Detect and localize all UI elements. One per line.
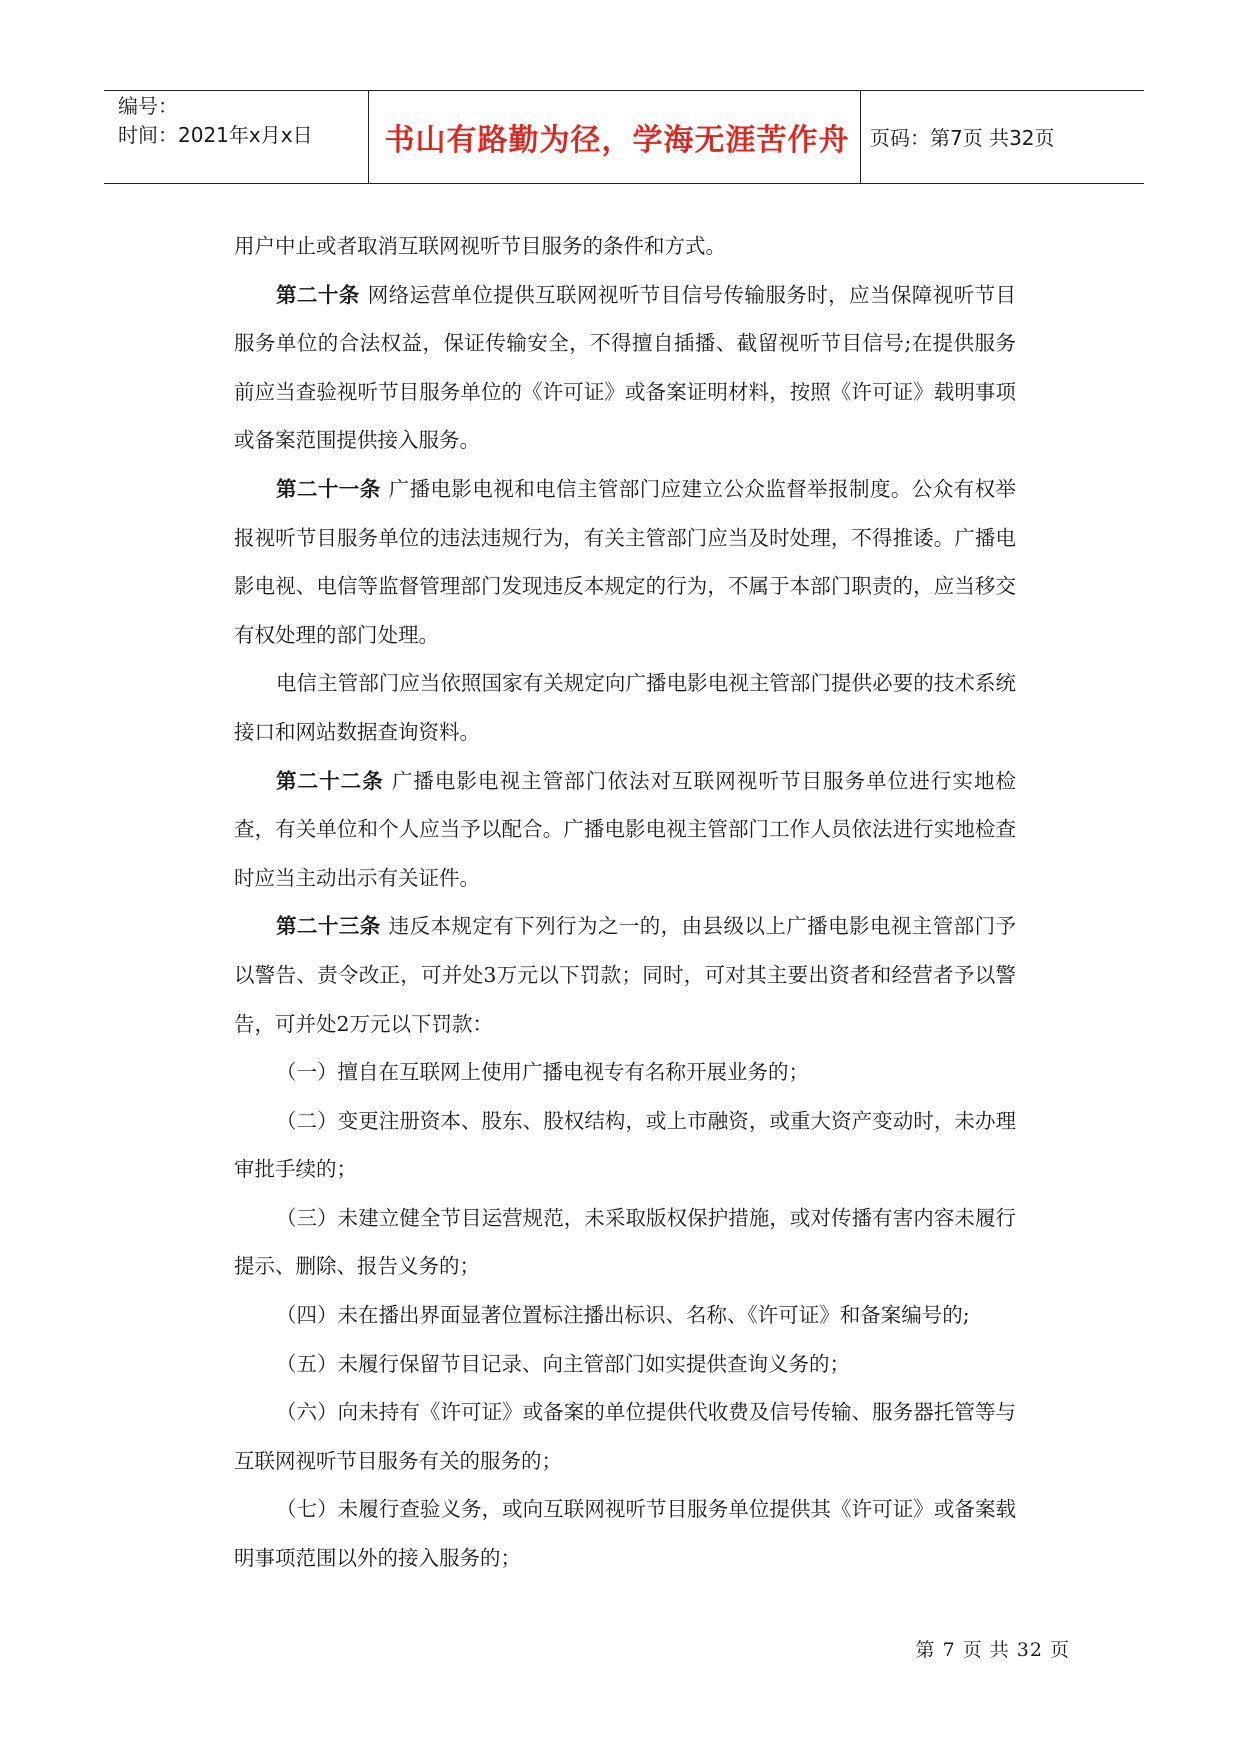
document-paragraph: [234, 1048, 1016, 1097]
paragraph-text: （六）向未持有《许可证》或备案的单位提供代收费及信号传输、服务器托管等与互联网视听节目服务有关的服务的；: [234, 1400, 1016, 1473]
document-number-label: 编号：: [118, 94, 178, 118]
header-page-indicator: 页码：第7页 共32页: [870, 126, 1055, 150]
paragraph-text: 广播电影电视主管部门依法对互联网视听节目服务单位进行实地检查，有关单位和个人应当予以配合。广播电影电视主管部门工作人员依法进行实地检查时应当主动出示有关证件。: [234, 768, 1017, 890]
paragraph-text: （一）擅自在互联网上使用广播电视专有名称开展业务的；: [276, 1060, 809, 1085]
document-paragraph: [234, 1340, 1016, 1389]
article-heading: 第二十一条: [276, 476, 381, 501]
document-paragraph: [234, 222, 1016, 271]
paragraph-text: （七）未履行查验义务，或向互联网视听节目服务单位提供其《许可证》或备案载明事项范围以外的接入服务的；: [234, 1497, 1016, 1571]
document-body: [234, 222, 1016, 1583]
article-heading: 第二十三条: [276, 914, 381, 939]
paragraph-text: （四）未在播出界面显著位置标注播出标识、名称、《许可证》和备案编号的;: [276, 1303, 970, 1328]
header-bottom-rule: [104, 183, 1144, 184]
page-footer: 第 7 页 共 32 页: [915, 1639, 1070, 1661]
document-time-label: 时间：2021年x月x日: [118, 123, 313, 147]
document-paragraph: [234, 902, 1016, 1048]
article-heading: 第二十条: [276, 282, 360, 307]
article-heading: 第二十二条: [276, 768, 384, 793]
document-paragraph: [234, 1194, 1016, 1291]
paragraph-text: （二）变更注册资本、股东、股权结构，或上市融资，或重大资产变动时，未办理审批手续的；: [234, 1108, 1016, 1182]
document-paragraph: [234, 1291, 1016, 1340]
paragraph-text: （五）未履行保留节目记录、向主管部门如实提供查询义务的；: [276, 1351, 850, 1376]
paragraph-text: 违反本规定有下列行为之一的，由县级以上广播电影电视主管部门予以警告、责令改正，可并处3万元以下罚款；同时，可对其主要出资者和经营者予以警告，可并处2万元以下罚款：: [234, 914, 1017, 1036]
document-paragraph: [234, 465, 1016, 659]
header-motto: 书山有路勤为径，学海无涯苦作舟: [384, 122, 850, 158]
paragraph-text: 用户中止或者取消互联网视听节目服务的条件和方式。: [234, 234, 726, 258]
paragraph-text: 广播电影电视和电信主管部门应建立公众监督举报制度。公众有权举报视听节目服务单位的违法违规行为，有关主管部门应当及时处理，不得推诿。广播电影电视、电信等监督管理部门发现违反本规定的行为，不属于本部门职责的，应当移交有权处理的部门处理。: [234, 476, 1017, 647]
document-paragraph: [234, 659, 1016, 756]
document-paragraph: [234, 1097, 1016, 1194]
header-divider-left: [368, 90, 369, 183]
document-paragraph: [234, 1388, 1016, 1485]
paragraph-text: （三）未建立健全节目运营规范，未采取版权保护措施，或对传播有害内容未履行提示、删除、报告义务的；: [234, 1205, 1016, 1279]
document-paragraph: [234, 1485, 1016, 1582]
document-paragraph: [234, 271, 1016, 465]
paragraph-text: 网络运营单位提供互联网视听节目信号传输服务时，应当保障视听节目服务单位的合法权益，保证传输安全，不得擅自插播、截留视听节目信号;在提供服务前应当查验视听节目服务单位的《许可证》或备案证明材料，按照《许可证》载明事项或备案范围提供接入服务。: [234, 282, 1017, 453]
document-paragraph: [234, 757, 1016, 903]
paragraph-text: 电信主管部门应当依照国家有关规定向广播电影电视主管部门提供必要的技术系统接口和网站数据查询资料。: [234, 671, 1016, 744]
header-meta: [118, 92, 368, 150]
